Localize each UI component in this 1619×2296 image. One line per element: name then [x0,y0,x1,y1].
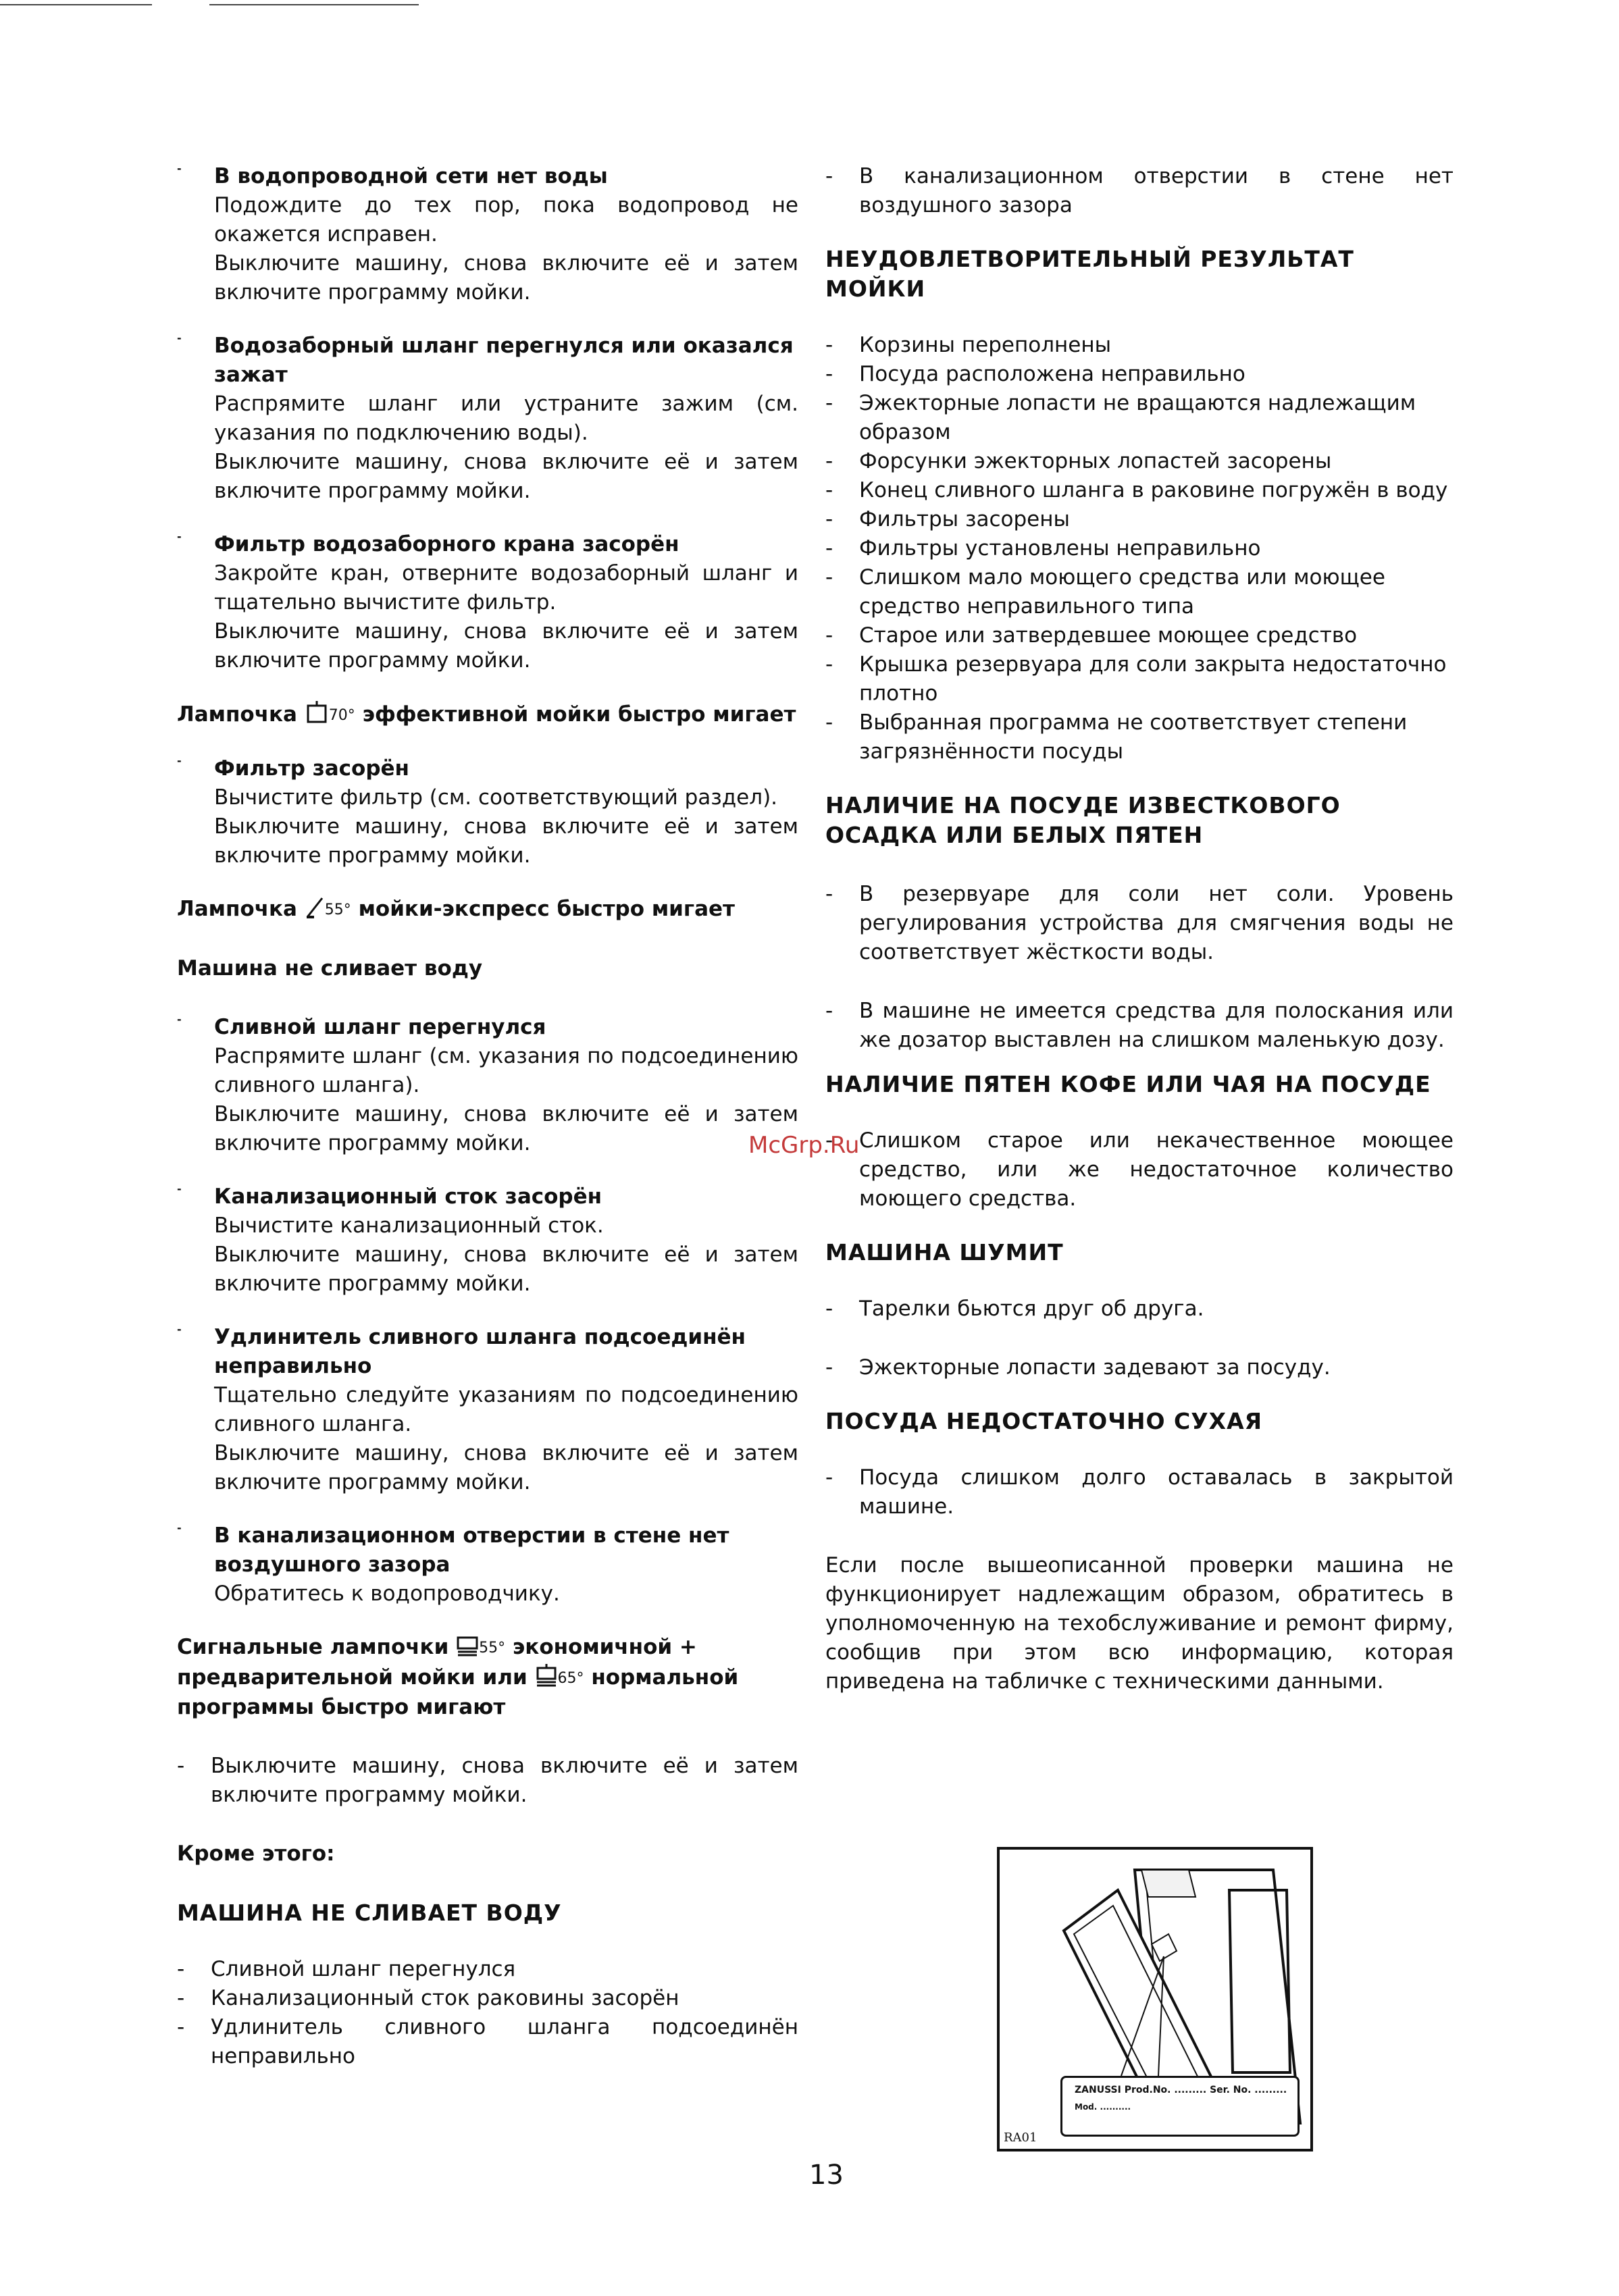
bullet-extension-wrong: - Удлинитель сливного шланга подсоединён неправильно Тщательно следуйте указаниям по подсоединению сливного шланга. Выключите машину, снова включите её и затем включите программу мойки. [177,1323,798,1497]
watermark: McGrp.Ru [748,1132,860,1159]
list-item: - Выбранная программа не соответствует степени загрязнённости посуды [825,708,1454,766]
lamp-55-heading: Лампочка 55° мойки-экспресс быстро мигает [177,897,735,921]
list-item: - Крышка резервуара для соли закрыта недостаточно плотно [825,650,1454,708]
bullet-sewer-clogged: - Канализационный сток засорён Вычистите канализационный сток. Выключите машину, снова включите её и затем включите программу мойки. [177,1182,798,1299]
header-rule-1 [0,4,152,5]
bullet-title: В канализационном отверстии в стене нет воздушного зазора [214,1523,729,1577]
bullet-title: Удлинитель сливного шланга подсоединён неправильно [214,1325,746,1378]
bullet-action: Выключите машину, снова включите её и затем включите программу мойки. [214,814,798,868]
list-item: - Форсунки эжекторных лопастей засорены [825,447,1454,476]
besides-label: Кроме этого: [177,1842,335,1866]
bullet-hose-bent: - Водозаборный шланг перегнулся или оказался зажат Распрямите шланг или устраните зажим (см. указания по подключению воды). Выключите машину, снова включите её и затем включите программу мойки. [177,332,798,506]
bullet-action: Выключите машину, снова включите её и затем включите программу мойки. [214,450,798,503]
no-drain-list [177,1955,798,2071]
bullet-action: Выключите машину, снова включите её и затем включите программу мойки. [214,619,798,673]
list-item: - Фильтры засорены [825,505,1454,534]
pot-tray-icon [535,1663,558,1687]
bullet-no-air-gap: - В канализационном отверстии в стене нет воздушного зазора Обратитесь к водопроводчику. [177,1521,798,1609]
noise-item-arms: - Эжекторные лопасти задевают за посуду. [825,1353,1454,1382]
mod-label: Mod. .......... [1075,2102,1131,2112]
bullet-drain-hose-bent: - Сливной шланг перегнулся Распрямите шланг (см. указания по подсоединению сливного шланга). Выключите машину, снова включите её и затем включите программу мойки. [177,1013,798,1158]
closing-paragraph: Если после вышеописанной проверки машина не функционирует надлежащим образом, обратитесь в уполномоченную на техобслуживание и ремонт фирму, сообщив при этом всю информацию, которая приведена на табличке с техническими данными. [825,1553,1454,1694]
rating-plate [1060,2076,1300,2137]
bullet-tap-filter: - Фильтр водозаборного крана засорён Закройте кран, отверните водозаборный шланг и тщательно вычистите фильтр. Выключите машину, снова включите её и затем включите программу мойки. [177,530,798,675]
tray-icon [456,1635,479,1656]
limescale-heading: НАЛИЧИЕ НА ПОСУДЕ ИЗВЕСТКОВОГО ОСАДКА ИЛИ БЕЛЫХ ПЯТЕН [825,792,1341,848]
rating-plate-figure [997,1847,1313,2151]
list-item: - Посуда расположена неправильно [825,360,1454,389]
bullet-no-water: - В водопроводной сети нет воды Подождите до тех пор, пока водопровод не окажется исправен. Выключите машину, снова включите её и затем включите программу мойки. [177,162,798,307]
list-item: - Фильтры установлены неправильно [825,534,1454,563]
no-drain-subheading: Машина не сливает воду [177,956,483,981]
ser-no-label: Ser. No. ......... [1210,2085,1287,2095]
bullet-text: Подождите до тех пор, пока водопровод не окажется исправен. [214,193,798,246]
bullet-title: В водопроводной сети нет воды [214,164,608,188]
bullet-text: Тщательно следуйте указаниям по подсоединению сливного шланга. [214,1383,798,1436]
bullet-text: Вычистите канализационный сток. [214,1214,604,1238]
bullet-title: Фильтр водозаборного крана засорён [214,532,679,556]
poor-result-heading: НЕУДОВЛЕТВОРИТЕЛЬНЫЙ РЕЗУЛЬТАТ МОЙКИ [825,246,1354,302]
figure-code: RA01 [1004,2131,1037,2145]
list-item: - Удлинитель сливного шланга подсоединён неправильно [177,2013,798,2071]
list-item: - Слишком мало моющего средства или моющее средство неправильного типа [825,563,1454,621]
prod-no-label: Prod.No. ......... [1124,2085,1207,2095]
list-item: - Сливной шланг перегнулся [177,1955,798,1984]
signal-action: - Выключите машину, снова включите её и затем включите программу мойки. [177,1752,798,1810]
bullet-text: Распрямите шланг (см. указания по подсоединению сливного шланга). [214,1044,798,1097]
bullet-title: Водозаборный шланг перегнулся или оказался зажат [214,334,794,387]
coffee-stains-heading: НАЛИЧИЕ ПЯТЕН КОФЕ ИЛИ ЧАЯ НА ПОСУДЕ [825,1071,1431,1097]
not-dry-item: - Посуда слишком долго оставалась в закрытой машине. [825,1463,1454,1521]
bullet-title: Сливной шланг перегнулся [214,1015,546,1039]
noise-heading: МАШИНА ШУМИТ [825,1239,1064,1266]
bullet-text: Обратитесь к водопроводчику. [214,1582,560,1606]
page-number: 13 [809,2160,844,2191]
signal-lamps-heading: Сигнальные лампочки 55° экономичной + предварительной мойки или 65° нормальной программы быстро мигают [177,1635,739,1719]
not-dry-heading: ПОСУДА НЕДОСТАТОЧНО СУХАЯ [825,1408,1263,1434]
bullet-action: Выключите машину, снова включите её и затем включите программу мойки. [214,1441,798,1494]
coffee-stains-item: - Слишком старое или некачественное моющее средство, или же недостаточное количество моющего средства. [825,1126,1454,1214]
bullet-text: Вычистите фильтр (см. соответствующий раздел). [214,785,778,810]
limescale-item-rinse: - В машине не имеется средства для полоскания или же дозатор выставлен на слишком маленькую дозу. [825,997,1454,1055]
bullet-title: Канализационный сток засорён [214,1184,602,1209]
poor-result-list [825,331,1454,766]
bullet-action: Выключите машину, снова включите её и затем включите программу мойки. [214,1243,798,1296]
left-column [177,162,798,2071]
brand-logo: ZANUSSI [1075,2085,1121,2095]
bullet-text: Распрямите шланг или устраните зажим (см. указания по подключению воды). [214,392,798,445]
right-column [825,162,1454,1696]
list-item: - Эжекторные лопасти не вращаются надлежащим образом [825,389,1454,447]
limescale-item-salt: - В резервуаре для соли нет соли. Уровень регулирования устройства для смягчения воды не соответствует жёсткости воды. [825,880,1454,967]
glass-icon [305,895,325,918]
noise-item-plates: - Тарелки бьются друг об друга. [825,1295,1454,1324]
air-gap-item: - В канализационном отверстии в стене нет воздушного зазора [825,162,1454,220]
list-item: - Канализационный сток раковины засорён [177,1984,798,2013]
list-item: - Корзины переполнены [825,331,1454,360]
list-item: - Конец сливного шланга в раковине погружён в воду [825,476,1454,505]
pot-icon [305,700,329,724]
list-item: - Старое или затвердевшее моющее средство [825,621,1454,650]
bullet-text: Закройте кран, отверните водозаборный шланг и тщательно вычистите фильтр. [214,561,798,615]
bullet-action: Выключите машину, снова включите её и затем включите программу мойки. [214,1102,798,1155]
header-rule-2 [209,4,419,5]
no-drain-heading: МАШИНА НЕ СЛИВАЕТ ВОДУ [177,1900,562,1926]
bullet-title: Фильтр засорён [214,756,409,781]
lamp-70-heading: Лампочка 70° эффективной мойки быстро мигает [177,700,798,730]
bullet-action: Выключите машину, снова включите её и затем включите программу мойки. [214,251,798,305]
bullet-filter-clogged: - Фильтр засорён Вычистите фильтр (см. соответствующий раздел). Выключите машину, снова включите её и затем включите программу мойки. [177,754,798,870]
